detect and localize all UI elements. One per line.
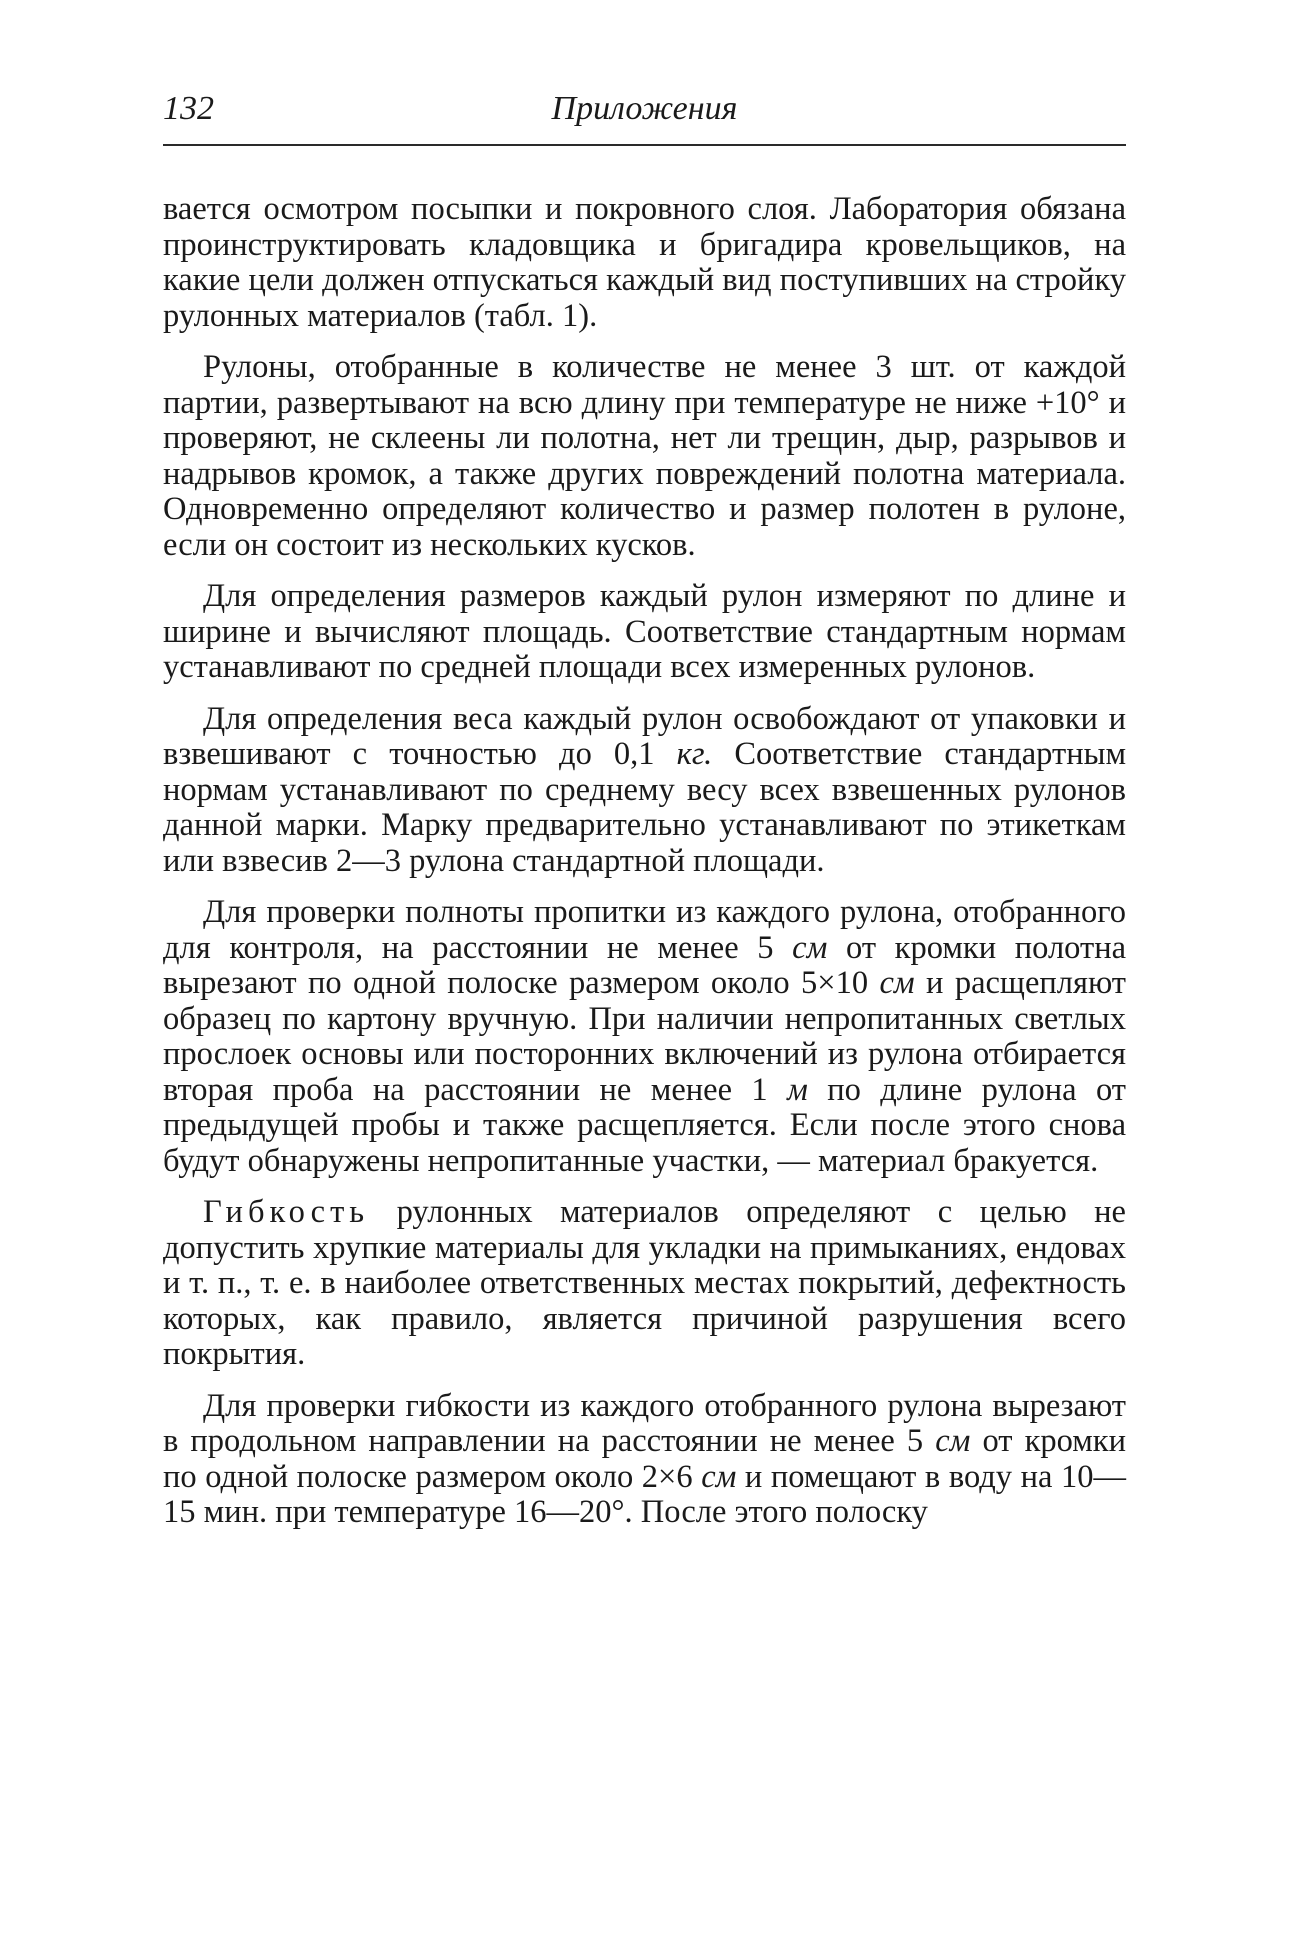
paragraph-5 — [163, 895, 1126, 1179]
page-number: 132 — [163, 90, 214, 127]
paragraph-2: Рулоны, отобранные в количестве не менее 3 шт. от каждой партии, развертывают на всю длину при температуре не ниже +10° и проверяют, не склеены ли полотна, нет ли трещин, дыр, разрывов и надрывов кромок, а также других повреждений полотна материала. Одновременно определяют количество и размер полотен в рулоне, если он состоит из нескольких кусков. — [163, 349, 1126, 563]
unit-cm: см — [701, 1458, 737, 1495]
paragraph-5-text-c: и расщепляют образец по картону вручную. При наличии непропитанных светлых прослоек основы или посторонних включений из рулона отбирается вторая проба на расстоянии не менее 1 — [163, 965, 1126, 1108]
paragraph-4-text-a: Для определения веса каждый рулон освобождают от упаковки и взвешивают с точностью до 0,1 — [163, 700, 1126, 772]
paragraph-3: Для определения размеров каждый рулон измеряют по длине и ширине и вычисляют площадь. Соответствие стандартным нормам устанавливают по средней площади всех измеренных рулонов. — [163, 578, 1126, 685]
paragraph-6-text: рулонных материалов определяют с целью не допустить хрупкие материалы для укладки на примыканиях, ендовах и т. п., т. е. в наиболее ответственных местах покрытий, дефектность которых, как правило, является причиной разрушения всего покрытия. — [163, 1194, 1126, 1372]
unit-cm: см — [879, 965, 915, 1001]
body-text — [163, 192, 1126, 1531]
unit-m: м — [787, 1071, 808, 1108]
paragraph-1: вается осмотром посыпки и покровного слоя. Лаборатория обязана проинструктировать кладовщика и бригадира кровельщиков, на какие цели должен отпускаться каждый вид поступивших на стройку рулонных материалов (табл. 1). — [163, 191, 1126, 334]
unit-cm: см — [792, 929, 828, 966]
unit-kg: кг. — [676, 736, 713, 772]
paragraph-4-text-b: Соответствие стандартным нормам устанавливают по среднему весу всех взвешенных рулонов данной марки. Марку предварительно устанавливают по этикеткам или взвесив 2—3 рулона стандартной площади. — [163, 736, 1127, 879]
book-page — [163, 86, 1126, 1547]
paragraph-5-text-b: от кромки полотна вырезают по одной полоске размером около 5×10 — [163, 929, 1127, 1001]
paragraph-5-text-a: Для проверки полноты пропитки из каждого рулона, отобранного для контроля, на расстоянии не менее 5 — [163, 894, 1126, 966]
paragraph-7-text-b: от кромки по одной полоске размером около 2×6 — [163, 1423, 1126, 1495]
term-flexibility: Гибкость — [203, 1194, 370, 1230]
unit-cm: см — [935, 1423, 971, 1459]
page-header — [163, 86, 1126, 146]
paragraph-5-text-d: по длине рулона от предыдущей пробы и также расщепляется. Если после этого снова будут обнаружены непропитанные участки, — материал бракуется. — [163, 1071, 1126, 1179]
paragraph-7 — [163, 1389, 1126, 1531]
paragraph-6 — [163, 1195, 1126, 1373]
paragraph-7-text-c: и помещают в воду на 10—15 мин. при температуре 16—20°. После этого полоску — [163, 1458, 1126, 1530]
paragraph-4 — [163, 702, 1126, 880]
paragraph-7-text-a: Для проверки гибкости из каждого отобранного рулона вырезают в продольном направлении на расстоянии не менее 5 — [163, 1387, 1126, 1459]
running-head: Приложения — [551, 90, 738, 127]
